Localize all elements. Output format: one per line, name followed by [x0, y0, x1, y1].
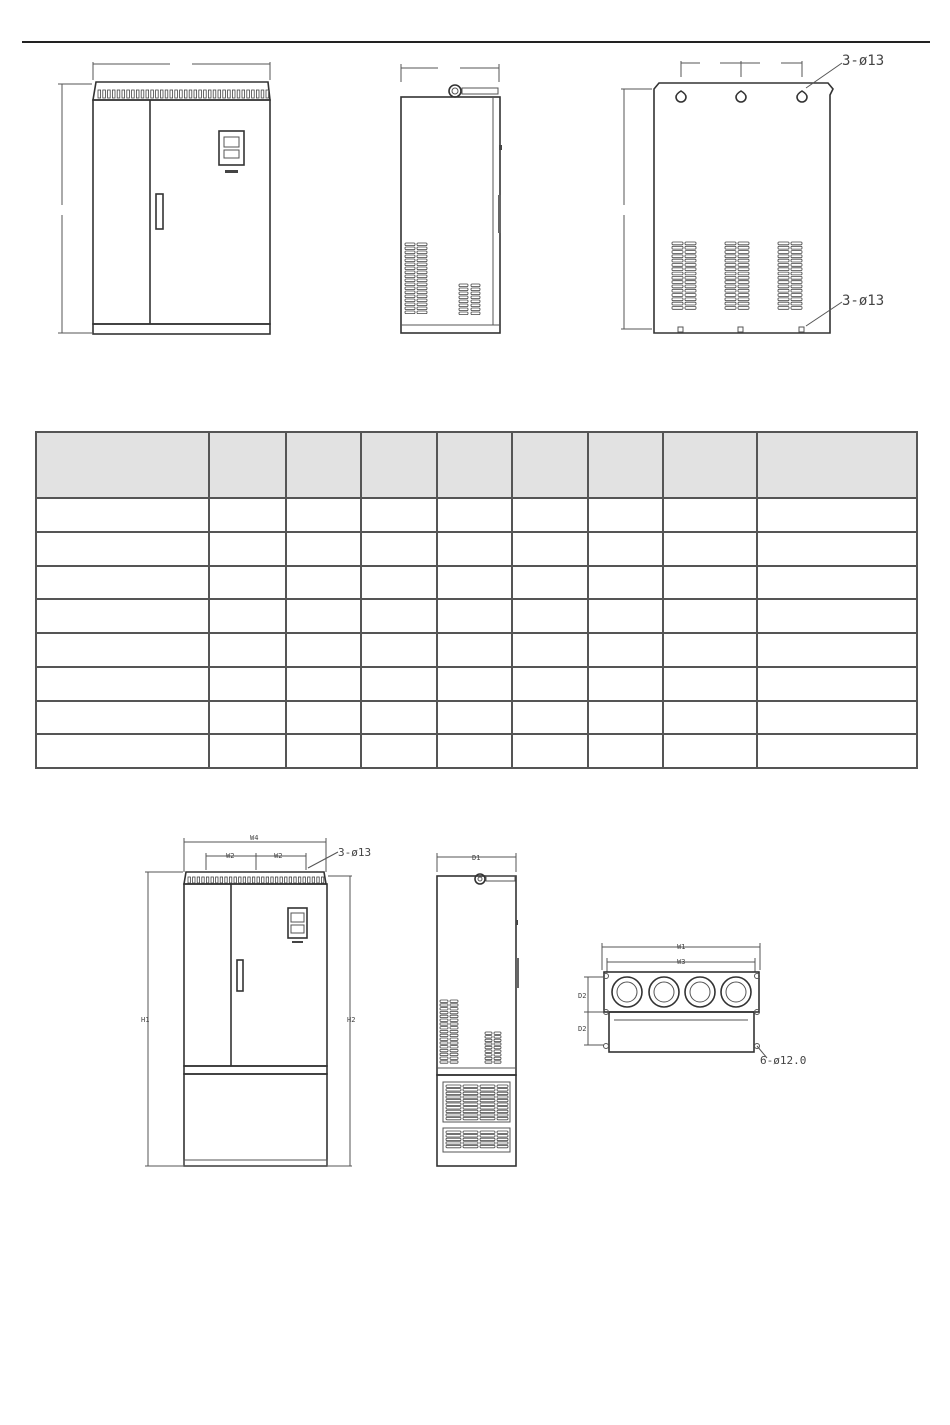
table-cell [512, 566, 588, 600]
keypad-panel [219, 131, 244, 165]
bottom-width-label: W4 [250, 834, 259, 842]
top-view-inner-width-label: W3 [677, 958, 686, 966]
table-cell [512, 667, 588, 701]
table-cell [209, 633, 286, 667]
table-row [36, 734, 917, 768]
table-cell [286, 566, 361, 600]
table-cell [512, 599, 588, 633]
table-cell [663, 498, 757, 532]
table-row [36, 667, 917, 701]
table-cell [512, 734, 588, 768]
table-cell [209, 734, 286, 768]
table-cell [757, 667, 917, 701]
table-cell [437, 566, 512, 600]
top-view-outer-width-label: W1 [677, 943, 686, 951]
table-cell [663, 633, 757, 667]
header-cell [757, 432, 917, 498]
table-cell [361, 532, 437, 566]
table-cell [437, 633, 512, 667]
table-cell [437, 734, 512, 768]
table-cell [36, 566, 209, 600]
table-row [36, 532, 917, 566]
top-view-hole-label: 6-ø12.0 [760, 1054, 807, 1067]
table-cell [663, 599, 757, 633]
table-cell [757, 498, 917, 532]
rear-top-hole-label: 3-ø13 [842, 53, 885, 69]
table-cell [757, 532, 917, 566]
bottom-height-right-label: H2 [347, 1016, 356, 1024]
table-cell [361, 633, 437, 667]
table-cell [757, 701, 917, 735]
table-cell [286, 498, 361, 532]
table-cell [588, 498, 663, 532]
table-cell [437, 599, 512, 633]
table-cell [361, 667, 437, 701]
rear-bottom-hole-label: 3-ø13 [842, 293, 885, 309]
bottom-side-vents [440, 1000, 508, 1148]
table-cell [757, 734, 917, 768]
table-cell [361, 599, 437, 633]
table-cell [36, 734, 209, 768]
spec-table-header [36, 432, 917, 498]
table-cell [36, 498, 209, 532]
spec-table [35, 431, 918, 769]
rear-vents [672, 242, 802, 309]
header-cell [512, 432, 588, 498]
table-cell [588, 633, 663, 667]
table-cell [286, 734, 361, 768]
bottom-height-left-label: H1 [141, 1016, 150, 1024]
top-side-view [401, 64, 502, 333]
top-front-view [58, 62, 270, 334]
table-row [36, 498, 917, 532]
table-cell [36, 701, 209, 735]
table-cell [286, 532, 361, 566]
spec-table-body [36, 498, 917, 768]
door-handle [156, 194, 163, 229]
bottom-top-view [578, 943, 806, 1067]
side-vents [405, 243, 480, 315]
bottom-side-view [437, 853, 519, 1166]
table-cell [663, 667, 757, 701]
bottom-front-top-vents [188, 877, 324, 883]
table-cell [663, 701, 757, 735]
table-row [36, 566, 917, 600]
top-rear-view [621, 53, 884, 333]
table-cell [437, 498, 512, 532]
table-cell [36, 599, 209, 633]
header-cell [437, 432, 512, 498]
header-cell [663, 432, 757, 498]
table-cell [512, 498, 588, 532]
table-cell [512, 633, 588, 667]
header-cell [286, 432, 361, 498]
table-cell [588, 667, 663, 701]
header-cell [209, 432, 286, 498]
table-cell [209, 532, 286, 566]
table-cell [588, 734, 663, 768]
table-cell [512, 532, 588, 566]
table-cell [663, 566, 757, 600]
table-cell [588, 701, 663, 735]
table-cell [36, 532, 209, 566]
table-cell [757, 633, 917, 667]
table-cell [663, 734, 757, 768]
table-cell [437, 701, 512, 735]
table-row [36, 633, 917, 667]
top-view-depth-upper-label: D2 [578, 992, 587, 1000]
table-cell [209, 498, 286, 532]
table-cell [361, 498, 437, 532]
table-cell [36, 667, 209, 701]
table-cell [36, 633, 209, 667]
header-cell [36, 432, 209, 498]
header-cell [361, 432, 437, 498]
header-cell [588, 432, 663, 498]
table-cell [757, 599, 917, 633]
bottom-door-handle [237, 960, 243, 991]
bottom-hole-label: 3-ø13 [338, 846, 372, 859]
table-cell [361, 734, 437, 768]
table-cell [209, 566, 286, 600]
table-cell [588, 599, 663, 633]
table-cell [286, 667, 361, 701]
table-cell [286, 701, 361, 735]
bottom-pitch-left-label: W2 [226, 852, 235, 860]
table-cell [209, 599, 286, 633]
table-cell [209, 667, 286, 701]
table-cell [209, 701, 286, 735]
table-row [36, 701, 917, 735]
table-cell [588, 532, 663, 566]
table-cell [663, 532, 757, 566]
table-cell [361, 701, 437, 735]
table-cell [286, 599, 361, 633]
bottom-depth-label: D1 [472, 854, 481, 862]
table-cell [437, 532, 512, 566]
table-row [36, 599, 917, 633]
table-cell [512, 701, 588, 735]
nameplate [225, 170, 238, 173]
table-cell [361, 566, 437, 600]
bottom-front-view [141, 834, 371, 1166]
top-view-depth-lower-label: D2 [578, 1025, 587, 1033]
front-top-vents [98, 90, 269, 98]
table-cell [286, 633, 361, 667]
table-cell [437, 667, 512, 701]
table-cell [757, 566, 917, 600]
bottom-pitch-right-label: W2 [274, 852, 283, 860]
table-cell [588, 566, 663, 600]
